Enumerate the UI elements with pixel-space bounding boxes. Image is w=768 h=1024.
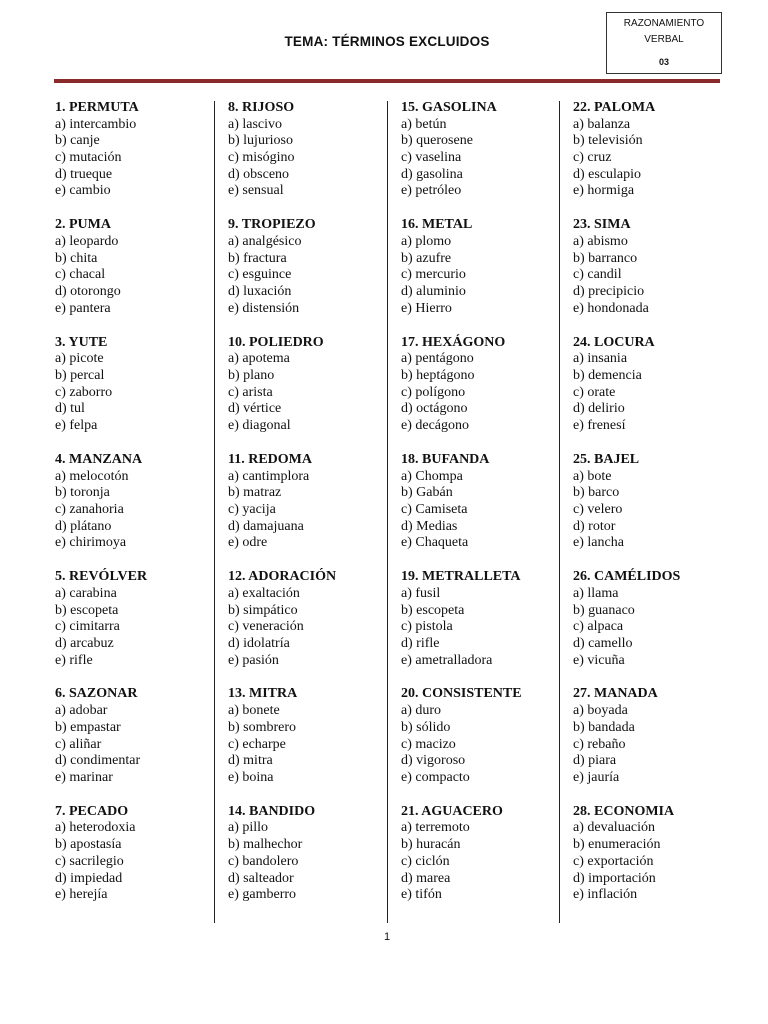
answer-option: c) orate <box>573 384 616 400</box>
answer-option: d) damajuana <box>228 518 304 534</box>
answer-option: b) percal <box>55 367 105 383</box>
answer-option: a) lascivo <box>228 116 283 132</box>
answer-option: e) felpa <box>55 418 98 434</box>
answer-option: d) trueque <box>55 166 113 182</box>
exercise-title: 15. GASOLINA <box>401 100 497 115</box>
exercise-item <box>573 569 738 686</box>
answer-option: d) impiedad <box>55 870 123 886</box>
exercise-item <box>55 217 220 334</box>
answer-option: d) esculapio <box>573 166 642 182</box>
exercise-title: 6. SAZONAR <box>55 686 138 702</box>
exercise-title: 1. PERMUTA <box>55 100 139 115</box>
exercise-column <box>228 100 393 921</box>
exercise-title: 24. LOCURA <box>573 334 655 350</box>
exercise-item <box>401 569 566 686</box>
answer-option: e) herejía <box>55 887 108 903</box>
exercise-title: 2. PUMA <box>55 217 111 233</box>
answer-option: e) decágono <box>401 418 470 434</box>
exercise-item <box>401 804 566 921</box>
answer-option: d) precipicio <box>573 284 645 300</box>
answer-option: c) cimitarra <box>55 619 120 635</box>
answer-option: a) apotema <box>228 351 290 367</box>
answer-option: b) demencia <box>573 367 642 383</box>
answer-option: b) heptágono <box>401 367 475 383</box>
subject-sublabel: VERBAL <box>644 34 684 45</box>
answer-option: a) pentágono <box>401 351 474 367</box>
exercise-title: 22. PALOMA <box>573 100 656 115</box>
exercise-title: 26. CAMÉLIDOS <box>573 569 681 585</box>
exercise-title: 28. ECONOMIA <box>573 803 675 819</box>
exercise-item <box>573 100 738 217</box>
exercise-item <box>228 335 393 452</box>
answer-option: e) Chaqueta <box>401 535 469 551</box>
exercise-item <box>401 100 566 217</box>
answer-option: a) bote <box>573 468 612 484</box>
answer-option: e) rifle <box>55 652 93 668</box>
answer-option: e) hormiga <box>573 183 635 199</box>
answer-option: b) querosene <box>401 133 473 149</box>
exercise-title: 3. YUTE <box>55 334 108 350</box>
answer-option: d) aluminio <box>401 284 466 300</box>
answer-option: d) plátano <box>55 518 112 534</box>
exercise-title: 20. CONSISTENTE <box>401 686 522 702</box>
answer-option: a) duro <box>401 703 442 719</box>
answer-option: e) diagonal <box>228 418 291 434</box>
answer-option: e) vicuña <box>573 652 625 668</box>
answer-option: b) matraz <box>228 485 282 501</box>
exercise-item <box>401 335 566 452</box>
exercise-item <box>401 452 566 569</box>
exercise-title: 27. MANADA <box>573 686 658 702</box>
answer-option: e) pantera <box>55 300 111 316</box>
answer-option: c) candil <box>573 267 622 283</box>
answer-option: a) fusil <box>401 585 441 601</box>
answer-option: d) salteador <box>228 870 294 886</box>
answer-option: a) heterodoxia <box>55 820 136 836</box>
subject-label: RAZONAMIENTO <box>623 18 705 29</box>
exercise-item <box>55 100 220 217</box>
answer-option: e) chirimoya <box>55 535 127 551</box>
answer-option: c) alpaca <box>573 619 624 635</box>
answer-option: a) terremoto <box>401 820 470 836</box>
answer-option: d) arcabuz <box>55 635 114 651</box>
answer-option: b) televisión <box>573 133 643 149</box>
exercise-title: 4. MANZANA <box>55 451 143 467</box>
exercise-item <box>228 686 393 803</box>
answer-option: a) intercambio <box>55 116 137 132</box>
exercise-title: 16. METAL <box>401 217 473 233</box>
answer-option: e) gamberro <box>228 887 297 903</box>
exercise-item <box>401 217 566 334</box>
exercise-title: 14. BANDIDO <box>228 803 316 819</box>
exercise-column <box>401 100 566 921</box>
answer-option: b) malhechor <box>228 837 303 853</box>
answer-option: b) sombrero <box>228 719 297 735</box>
worksheet-number: 03 <box>658 57 669 67</box>
exercise-column <box>573 100 738 921</box>
answer-option: a) exaltación <box>228 585 300 601</box>
answer-option: d) marea <box>401 870 451 886</box>
answer-option: d) rotor <box>573 518 616 534</box>
answer-option: b) guanaco <box>573 602 635 618</box>
answer-option: c) velero <box>573 501 623 517</box>
answer-option: c) zanahoria <box>55 501 124 517</box>
exercise-item <box>573 452 738 569</box>
exercise-title: 19. METRALLETA <box>401 569 521 585</box>
exercise-item <box>228 569 393 686</box>
answer-option: a) analgésico <box>228 233 302 249</box>
exercise-title: 23. SIMA <box>573 217 631 233</box>
answer-option: a) pillo <box>228 820 269 836</box>
answer-option: a) balanza <box>573 116 631 132</box>
answer-option: e) petróleo <box>401 183 462 199</box>
answer-option: b) bandada <box>573 719 635 735</box>
answer-option: c) vaselina <box>401 150 462 166</box>
answer-option: a) plomo <box>401 233 452 249</box>
answer-option: c) aliñar <box>55 736 102 752</box>
answer-option: c) ciclón <box>401 853 450 869</box>
answer-option: c) pistola <box>401 619 453 635</box>
answer-option: b) azufre <box>401 250 452 266</box>
answer-option: d) otorongo <box>55 284 121 300</box>
answer-option: d) Medias <box>401 518 458 534</box>
answer-option: b) plano <box>228 367 275 383</box>
exercise-column <box>55 100 220 921</box>
exercise-title: 17. HEXÁGONO <box>401 334 506 350</box>
answer-option: b) escopeta <box>401 602 465 618</box>
page-number: 1 <box>383 931 391 943</box>
answer-option: b) Gabán <box>401 485 453 501</box>
answer-option: a) carabina <box>55 585 117 601</box>
answer-option: b) toronja <box>55 485 110 501</box>
answer-option: e) pasión <box>228 652 279 668</box>
answer-option: c) bandolero <box>228 853 299 869</box>
answer-option: c) exportación <box>573 853 654 869</box>
answer-option: e) marinar <box>55 769 113 785</box>
answer-option: d) tul <box>55 401 85 417</box>
answer-option: c) Camiseta <box>401 501 468 517</box>
answer-option: e) sensual <box>228 183 284 199</box>
answer-option: a) insania <box>573 351 628 367</box>
answer-option: b) chita <box>55 250 98 266</box>
answer-option: b) lujurioso <box>228 133 293 149</box>
answer-option: b) canje <box>55 133 100 149</box>
exercise-item <box>401 686 566 803</box>
answer-option: c) echarpe <box>228 736 286 752</box>
answer-option: e) odre <box>228 535 268 551</box>
exercise-item <box>55 686 220 803</box>
answer-option: d) octágono <box>401 401 468 417</box>
exercise-item <box>573 804 738 921</box>
answer-option: d) vigoroso <box>401 753 466 769</box>
exercise-item <box>228 804 393 921</box>
answer-option: d) condimentar <box>55 753 141 769</box>
exercise-item <box>228 100 393 217</box>
answer-option: d) idolatría <box>228 635 290 651</box>
answer-option: e) hondonada <box>573 300 649 316</box>
answer-option: b) sólido <box>401 719 451 735</box>
answer-option: b) apostasía <box>55 837 122 853</box>
exercise-item <box>573 686 738 803</box>
answer-option: a) melocotón <box>55 468 129 484</box>
page-title: TEMA: TÉRMINOS EXCLUIDOS <box>284 34 490 49</box>
answer-option: b) barco <box>573 485 620 501</box>
answer-option: d) camello <box>573 635 633 651</box>
answer-option: a) llama <box>573 585 619 601</box>
answer-option: c) misógino <box>228 150 295 166</box>
answer-option: d) luxación <box>228 284 292 300</box>
answer-option: c) macizo <box>401 736 456 752</box>
exercise-title: 7. PECADO <box>55 803 129 819</box>
answer-option: d) importación <box>573 870 656 886</box>
answer-option: c) polígono <box>401 384 466 400</box>
answer-option: a) leopardo <box>55 233 119 249</box>
answer-option: d) rifle <box>401 635 440 651</box>
exercise-title: 18. BUFANDA <box>401 451 490 467</box>
exercise-title: 9. TROPIEZO <box>228 217 316 233</box>
answer-option: c) mutación <box>55 150 122 166</box>
answer-option: e) inflación <box>573 887 638 903</box>
exercise-item <box>228 452 393 569</box>
subject-box <box>606 12 722 74</box>
exercise-item <box>55 804 220 921</box>
answer-option: d) mitra <box>228 753 273 769</box>
answer-option: e) lancha <box>573 535 624 551</box>
exercise-item <box>55 452 220 569</box>
answer-option: a) adobar <box>55 703 108 719</box>
answer-option: a) bonete <box>228 703 280 719</box>
exercise-item <box>573 217 738 334</box>
answer-option: c) mercurio <box>401 267 466 283</box>
exercise-title: 21. AGUACERO <box>401 803 503 819</box>
answer-option: b) empastar <box>55 719 121 735</box>
answer-option: d) gasolina <box>401 166 463 182</box>
answer-option: b) huracán <box>401 837 461 853</box>
answer-option: c) cruz <box>573 150 612 166</box>
exercise-item <box>228 217 393 334</box>
answer-option: e) boina <box>228 769 274 785</box>
answer-option: e) ametralladora <box>401 652 493 668</box>
answer-option: a) abismo <box>573 233 628 249</box>
answer-option: a) betún <box>401 116 447 132</box>
exercise-title: 12. ADORACIÓN <box>228 569 337 585</box>
header-rule <box>54 79 720 83</box>
answer-option: c) sacrilegio <box>55 853 124 869</box>
answer-option: b) simpático <box>228 602 298 618</box>
answer-option: b) fractura <box>228 250 287 266</box>
answer-option: e) cambio <box>55 183 111 199</box>
answer-option: b) enumeración <box>573 837 661 853</box>
answer-option: a) Chompa <box>401 468 463 484</box>
answer-option: b) escopeta <box>55 602 119 618</box>
exercise-title: 8. RIJOSO <box>228 100 295 115</box>
answer-option: c) arista <box>228 384 273 400</box>
answer-option: c) rebaño <box>573 736 626 752</box>
answer-option: e) frenesí <box>573 418 626 434</box>
answer-option: c) yacija <box>228 501 276 517</box>
answer-option: b) barranco <box>573 250 638 266</box>
answer-option: e) compacto <box>401 769 470 785</box>
answer-option: a) devaluación <box>573 820 656 836</box>
answer-option: c) veneración <box>228 619 304 635</box>
answer-option: e) distensión <box>228 300 300 316</box>
answer-option: d) piara <box>573 753 617 769</box>
answer-option: c) esguince <box>228 267 292 283</box>
answer-option: a) cantimplora <box>228 468 310 484</box>
exercise-title: 5. REVÓLVER <box>55 569 148 585</box>
exercise-title: 13. MITRA <box>228 686 298 702</box>
answer-option: e) tifón <box>401 887 442 903</box>
exercise-title: 10. POLIEDRO <box>228 334 324 350</box>
answer-option: e) Hierro <box>401 300 452 316</box>
exercise-title: 11. REDOMA <box>228 451 312 467</box>
answer-option: d) delirio <box>573 401 625 417</box>
exercise-item <box>55 569 220 686</box>
answer-option: a) boyada <box>573 703 628 719</box>
exercise-item <box>573 335 738 452</box>
exercise-title: 25. BAJEL <box>573 451 640 467</box>
exercise-item <box>55 335 220 452</box>
answer-option: c) zaborro <box>55 384 113 400</box>
answer-option: d) vértice <box>228 401 282 417</box>
answer-option: e) jauría <box>573 769 620 785</box>
answer-option: c) chacal <box>55 267 106 283</box>
answer-option: a) picote <box>55 351 104 367</box>
answer-option: d) obsceno <box>228 166 290 182</box>
